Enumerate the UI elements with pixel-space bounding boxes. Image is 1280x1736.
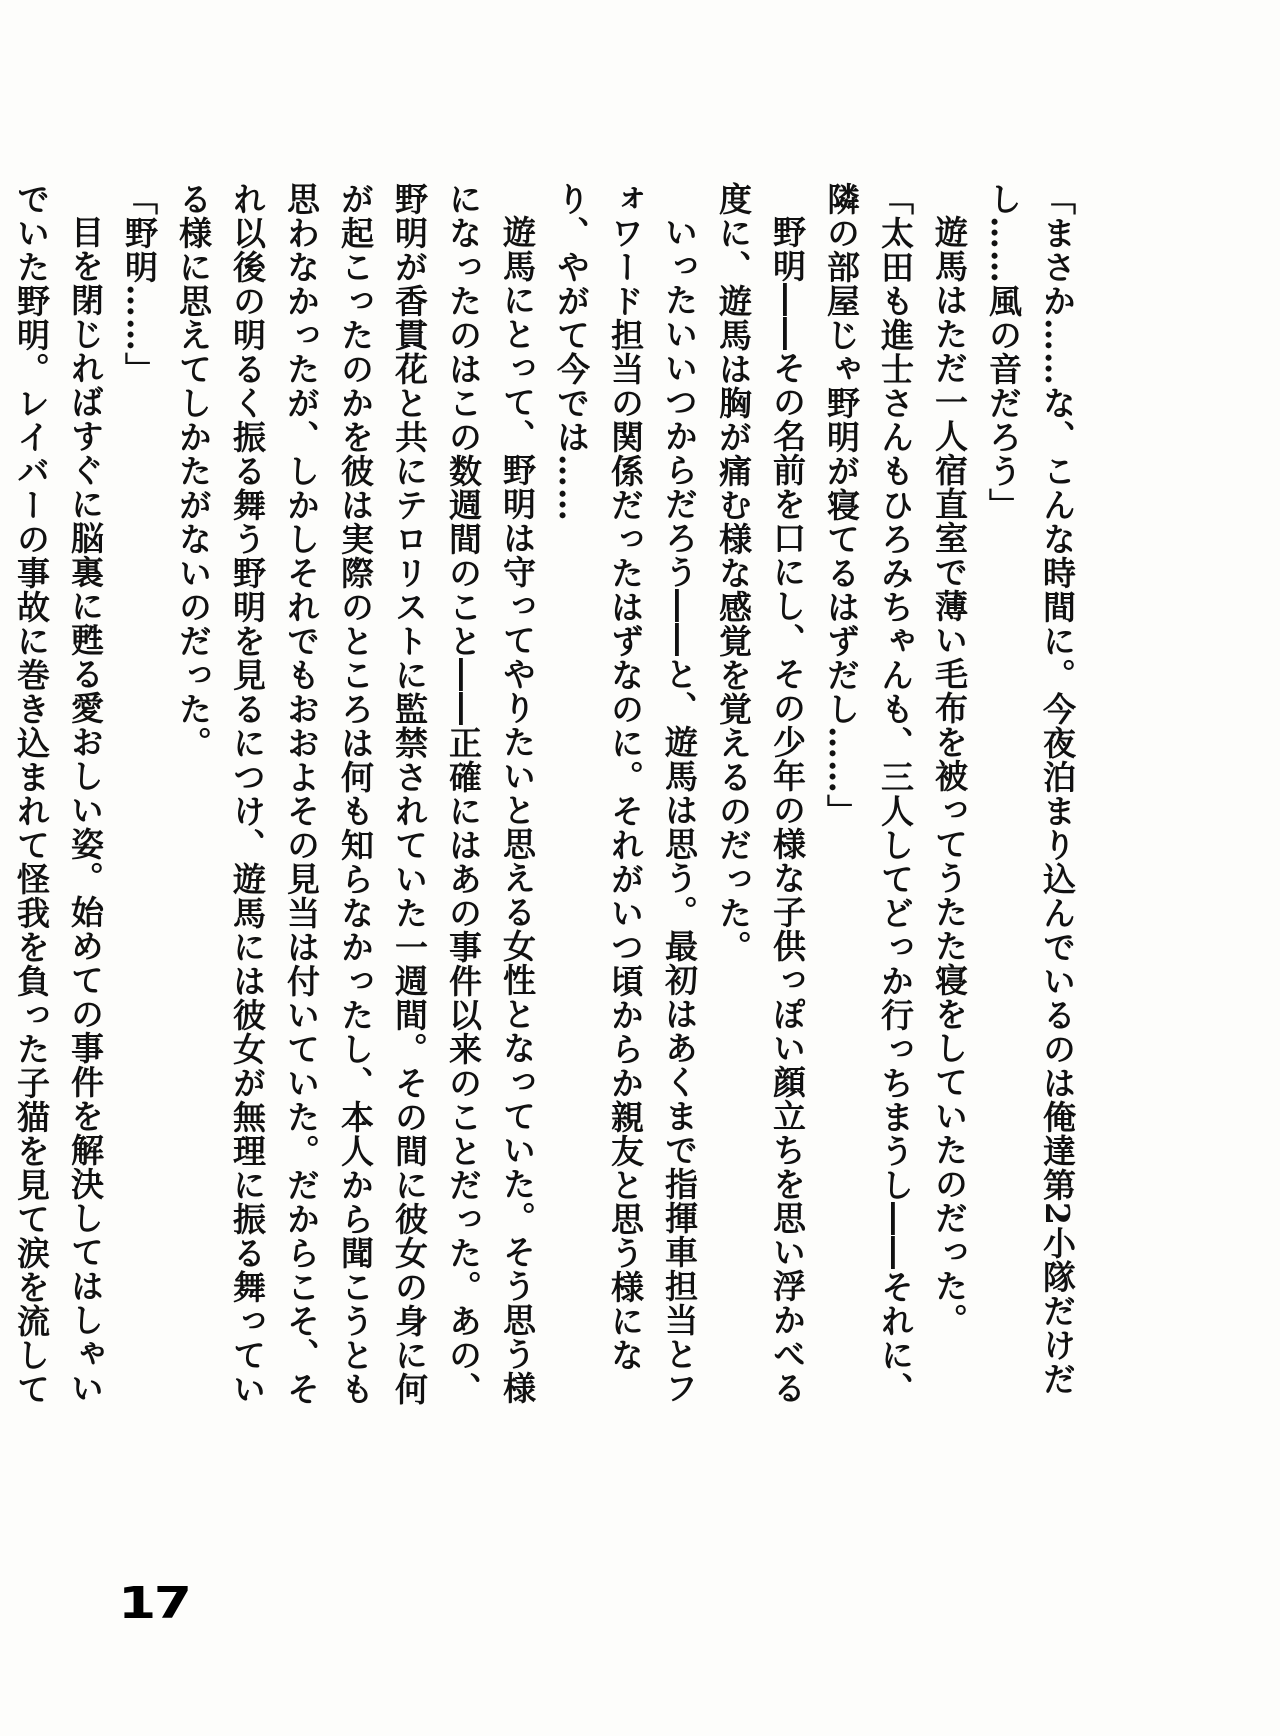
paragraph-since-when: いったいいつからだろう――と、遊馬は思う。最初はあくまで指揮車担当とフォワード担当の関係だったはずなのに。それがいつ頃からか親友と思う様になり、やがて今では…… (552, 182, 699, 1405)
paragraph-yuma-napping: 遊馬はただ一人宿直室で薄い毛布を被ってうたた寝をしていたのだった。 (930, 215, 969, 1337)
paragraph-dialogue-masaka: 「まさか……な、こんな時間に。今夜泊まり込んでいるのは俺達第2小隊だけだし……風の音だろう」 (984, 182, 1077, 1396)
page-number: 17 (118, 1578, 190, 1629)
paragraph-dialogue-noa: 「野明……」 (120, 182, 159, 386)
paragraph-memories: 目を閉じればすぐに脳裏に甦る愛おしい姿。始めての事件を解決してはしゃいでいた野明。レイバーの事故に巻き込まれて怪我を負った子猫を見て涙を流して (12, 182, 105, 1406)
paragraph-dialogue-ota: 「太田も進士さんもひろみちゃんも、三人してどっか行っちまうし――それに、隣の部屋じゃ野明が寝てるはずだし……」 (822, 182, 915, 1406)
paragraph-noa-name: 野明――その名前を口にし、その少年の様な子供っぽい顔立ちを思い浮かべる度に、遊馬は胸が痛む様な感覚を覚えるのだった。 (714, 182, 807, 1405)
vertical-text-body (12, 182, 1084, 1427)
paragraph-protect: 遊馬にとって、野明は守ってやりたいと思える女性となっていた。そう思う様になったのはこの数週間のこと――正確にはあの事件以来のことだった。あの、野明が香貫花と共にテロリストに監禁されていた一週間。その間に彼女の身に何が起こったのかを彼は実際のところは何も知らなかったし、本人から聞こうとも思わなかったが、しかしそれでもおおよその見当は付いていた。だからこそ、それ以後の明るく振る舞う野明を見るにつけ、遊馬には彼女が無理に振る舞っている様に思えてしかたがないのだった。 (174, 182, 537, 1406)
